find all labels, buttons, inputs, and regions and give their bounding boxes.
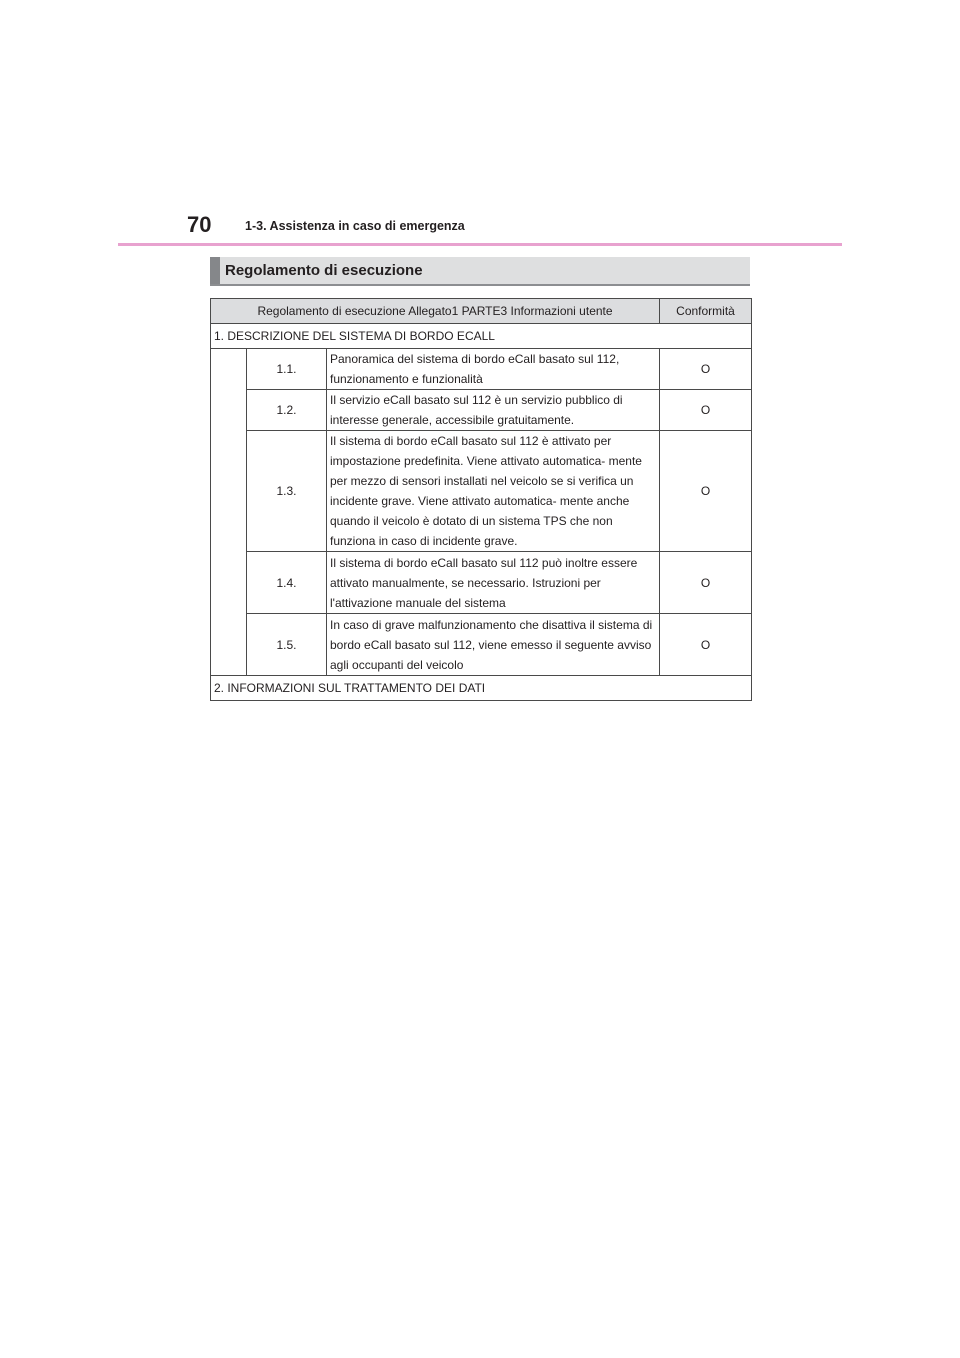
- table-row: [211, 349, 752, 390]
- section-header: 1-3. Assistenza in caso di emergenza: [245, 219, 465, 233]
- row-text: Panoramica del sistema di bordo eCall basato sul 112, funzionamento e funzionalità: [327, 349, 660, 390]
- section-2-label: 2. INFORMAZIONI SUL TRATTAMENTO DEI DATI: [211, 676, 752, 701]
- title-accent-block: [210, 257, 220, 284]
- row-conformity: O: [660, 390, 752, 431]
- page-number: 70: [187, 212, 212, 237]
- row-number: 1.1.: [247, 349, 327, 390]
- row-number: 1.3.: [247, 431, 327, 552]
- table-row: [211, 390, 752, 431]
- row-number: 1.4.: [247, 552, 327, 614]
- row-conformity: O: [660, 349, 752, 390]
- header-regulation: Regolamento di esecuzione Allegato1 PARTE3 Informazioni utente: [211, 299, 660, 324]
- row-text: In caso di grave malfunzionamento che disattiva il sistema di bordo eCall basato sul 112, viene emesso il seguente avviso agli occupanti del veicolo: [327, 614, 660, 676]
- table-row: [211, 614, 752, 676]
- indent-cell: [211, 349, 247, 676]
- row-number: 1.5.: [247, 614, 327, 676]
- regulation-table: [210, 298, 752, 701]
- section-row-1: [211, 324, 752, 349]
- section-1-label: 1. DESCRIZIONE DEL SISTEMA DI BORDO ECALL: [211, 324, 752, 349]
- row-conformity: O: [660, 614, 752, 676]
- row-conformity: O: [660, 431, 752, 552]
- row-text: Il servizio eCall basato sul 112 è un servizio pubblico di interesse generale, accessibile gratuitamente.: [327, 390, 660, 431]
- table-header-row: [211, 299, 752, 324]
- row-text: Il sistema di bordo eCall basato sul 112 può inoltre essere attivato manualmente, se necessario. Istruzioni per l'attivazione manuale del sistema: [327, 552, 660, 614]
- row-text: Il sistema di bordo eCall basato sul 112 è attivato per impostazione predefinita. Viene attivato automatica- mente per mezzo di sensori installati nel veicolo se si verifica un incidente grave. Viene attivato automatica- mente anche quando il veicolo è dotato di un sistema TPS che non funziona in caso di incidente grave.: [327, 431, 660, 552]
- header-divider: [118, 243, 842, 246]
- header-conformity: Conformità: [660, 299, 752, 324]
- row-number: 1.2.: [247, 390, 327, 431]
- row-conformity: O: [660, 552, 752, 614]
- section-title-bar: [210, 257, 750, 286]
- table-row: [211, 431, 752, 552]
- table-row: [211, 552, 752, 614]
- section-row-2: [211, 676, 752, 701]
- section-title: Regolamento di esecuzione: [225, 262, 423, 279]
